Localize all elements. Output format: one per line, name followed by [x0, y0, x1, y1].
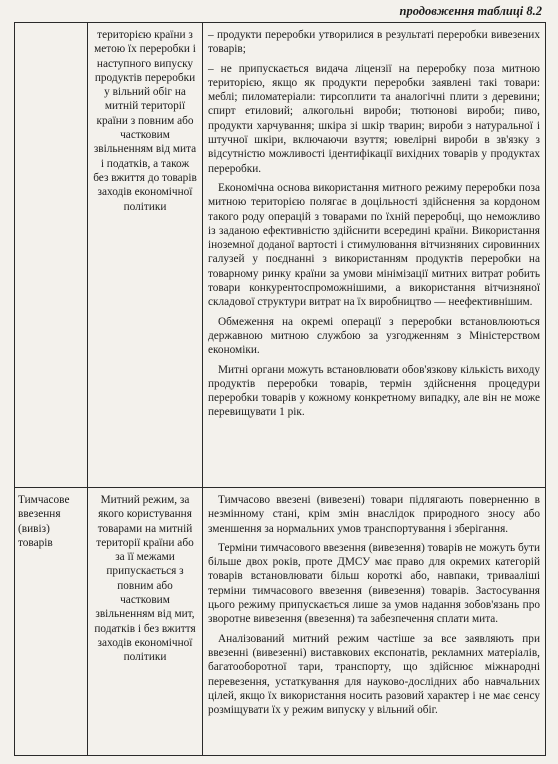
column-divider-1	[87, 22, 88, 756]
details-paragraph: Митні органи можуть встановлювати обов'язкову кількість виходу продуктів переробки товарів, термін здійснення процедури переробки товарів у кожному конкретному випадку, але він не може перевищувати 1 рік.	[208, 363, 540, 419]
details-paragraph: Економічна основа використання митного режиму переробки поза митною територією полягає в доцільності здійснення за кордоном такого роду операцій з товарами по їхній переробці, що неможливо із заданою ефективністю здійснити всередині країни. Використання іноземної доданої вартості і стимулювання вітчизняних сировинних галузей у поєднанні з використанням продуктів переробки на товарному ринку країни за умови мінімізації митних витрат робить товари конкурентоспроможнішими, а використання вітчизняної складової структури витрат на їх виробництво — неефективнішим.	[208, 181, 540, 309]
table-border-bottom	[14, 755, 546, 756]
details-paragraph: Тимчасово ввезені (вивезені) товари підлягають поверненню в незмінному стані, крім змін внаслідок природного зносу або зменшення за нормальних умов транспортування і зберігання.	[208, 494, 540, 535]
table-row-2-definition-cell: Митний режим, за якого користування товарами на митній території країни або за її межами припускається з повним або частковим звільненням від мит, податків і без вжиття заходів економічної політики	[94, 494, 196, 664]
table-border-left	[14, 22, 15, 756]
table-border-top	[14, 22, 546, 23]
details-paragraph: Обмеження на окремі операції з переробки встановлюються державною митною службою за узгодженням з Міністерством економіки.	[208, 315, 540, 357]
details-paragraph: – не припускається видача ліцензії на переробку поза митною територією, якщо як продукти переробки заявлені такі товари: меблі; пиломатеріали: тирсоплити та аналогічні плити з деревини; спирт етиловий; алкогольні вироби; тютюнові вироби; пиво, продукти харчування; шкіра зі шкір тварин; вироби з натуральної і штучної шкіри, включаючи взуття; ювелірні вироби в зв'язку з відсутністю можливості ідентифікації вихідних товарів у продуктах переробки.	[208, 62, 540, 175]
column-divider-2	[202, 22, 203, 756]
table-row-2-name-cell: Тимчасове ввезення (вивіз) товарів	[18, 494, 70, 549]
customs-regimes-table	[14, 22, 546, 756]
details-paragraph: – продукти переробки утворилися в результаті переробки вивезених товарів;	[208, 29, 540, 56]
table-border-right	[545, 22, 546, 756]
row-divider	[14, 487, 546, 488]
table-continuation-caption: продовження таблиці 8.2	[399, 4, 542, 18]
table-row-2-details-cell	[208, 493, 540, 722]
table-row-1-details-cell	[208, 28, 540, 425]
table-row-1-definition-cell: територією країни з метою їх переробки і наступного випуску продуктів переробки у вільний обіг на митній території країни з повним або частковим звільненням від мита і податків, а також без вжиття до товарів заходів економічної політики	[93, 29, 197, 213]
details-paragraph: Аналізований митний режим частіше за все заявляють при ввезенні (вивезенні) виставкових експонатів, рекламних матеріалів, багатооборотної тари, транспорту, що здійснює міжнародні перевезення, устаткування для науково-дослідних або навчальних цілей, якщо їх використання носить разовий характер і не має сенсу розміщувати їх у режим випуску у вільний обіг.	[208, 632, 540, 717]
details-paragraph: Терміни тимчасового ввезення (вивезення) товарів не можуть бути більше двох років, проте ДМСУ має право для окремих категорій товарів встановлювати більш короткі або, навпаки, тривааліші терміни тимчасового ввезення (вивезення) товарів. Застосування цього режиму припускається лише за умов надання зобов'язань про зворотне вивезення (ввезення) та забезпечення сплати мита.	[208, 541, 540, 626]
